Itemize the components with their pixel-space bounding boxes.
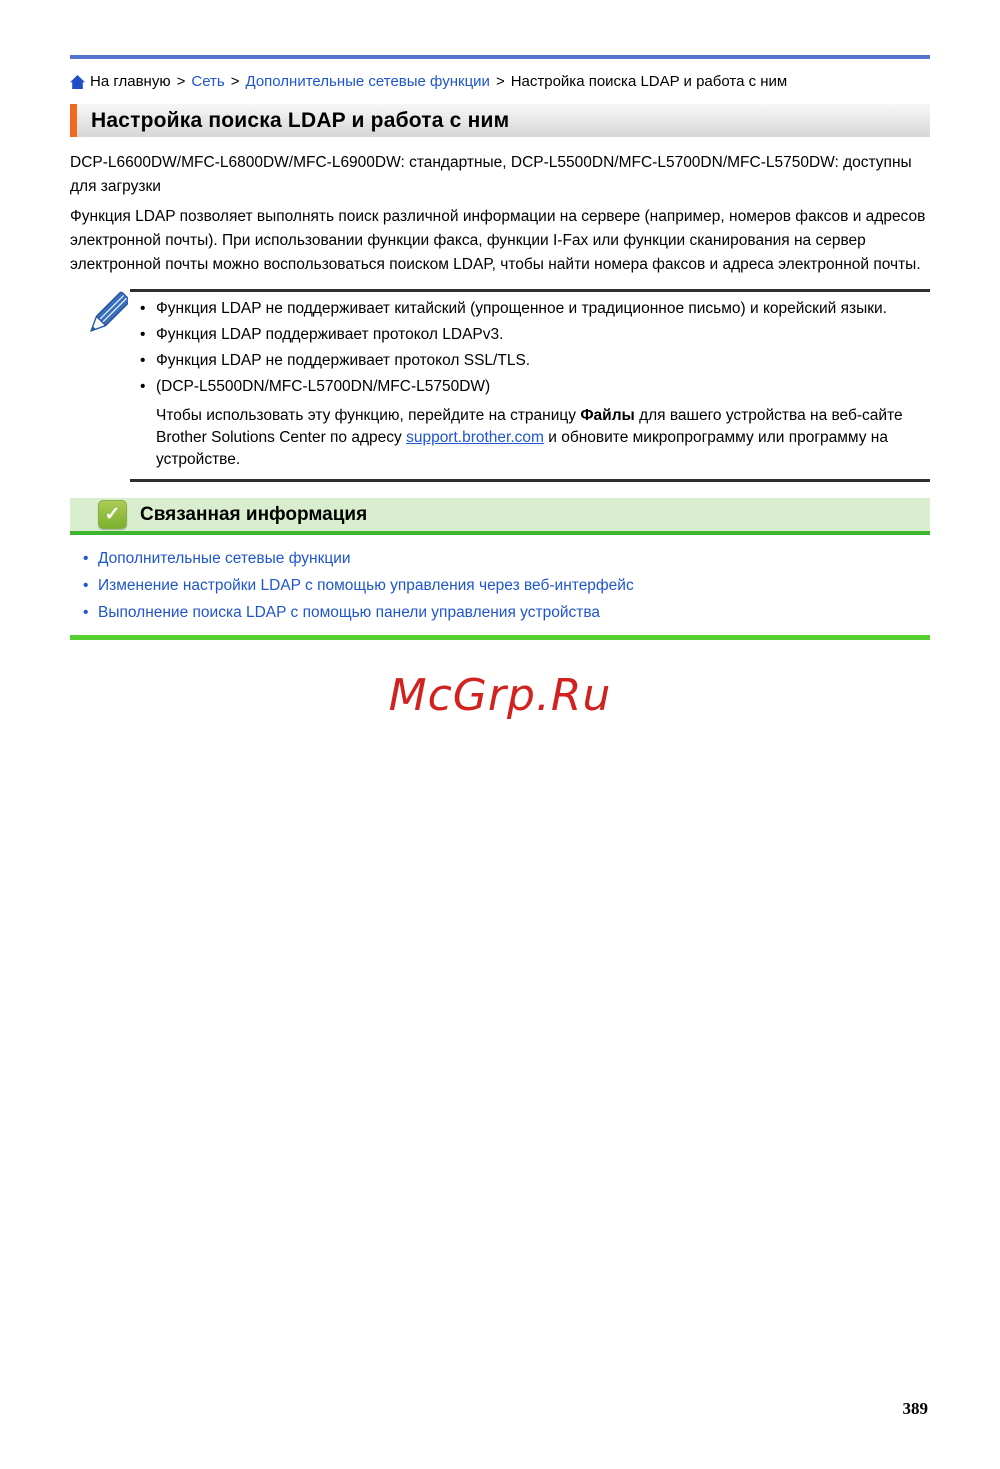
files-page-label: Файлы [580, 407, 635, 424]
ldap-description-text: Функция LDAP позволяет выполнять поиск различной информации на сервере (например, номеров факсов и адресов электронной почты). При использовании функции факса, функции I-Fax или функции сканирования на сервер электронной почты можно воспользоваться поиском LDAP, чтобы найти номера факсов и адреса электронной почты. [70, 208, 926, 273]
list-item [70, 547, 930, 571]
checkmark-icon: ✓ [98, 500, 127, 529]
manual-page [0, 55, 1000, 1469]
section-end-divider [70, 635, 930, 640]
related-info-section [70, 498, 930, 640]
note-item: • Функция LDAP не поддерживает китайский (упрощенное и традиционное письмо) и корейский языки. [130, 298, 930, 320]
related-link-change-ldap-web-management[interactable]: Изменение настройки LDAP с помощью управления через веб-интерфейс [98, 577, 634, 594]
note-list [130, 298, 930, 398]
support-brother-link[interactable]: support.brother.com [406, 429, 544, 446]
breadcrumb [70, 72, 930, 91]
note-body [130, 289, 930, 482]
breadcrumb-separator: > [176, 73, 186, 90]
page-number: 389 [902, 1399, 928, 1418]
breadcrumb-separator: > [230, 73, 240, 90]
list-item [70, 601, 930, 625]
breadcrumb-link-advanced-network-features[interactable]: Дополнительные сетевые функции [245, 73, 490, 90]
supported-models-text: DCP-L6600DW/MFC-L6800DW/MFC-L6900DW: стандартные, DCP-L5500DN/MFC-L5700DN/MFC-L5750DW: доступны для загрузки [70, 154, 912, 195]
note-section [70, 289, 930, 482]
top-divider [70, 55, 930, 59]
breadcrumb-current-page: Настройка поиска LDAP и работа с ним [510, 73, 788, 90]
note-item: • (DCP-L5500DN/MFC-L5700DN/MFC-L5750DW) [130, 376, 930, 398]
breadcrumb-separator: > [495, 73, 505, 90]
note-icon-column [70, 289, 130, 482]
related-link-ldap-search-control-panel[interactable]: Выполнение поиска LDAP с помощью панели управления устройства [98, 604, 601, 621]
note-follow-up-part2: для вашего устройства на веб-сайте Brother Solutions Center по адресу [156, 407, 903, 446]
note-follow-up-part3: и обновите микропрограмму или программу на устройстве. [156, 429, 888, 468]
note-item: • Функция LDAP не поддерживает протокол SSL/TLS. [130, 350, 930, 372]
related-links-list [70, 547, 930, 625]
note-follow-up-part1: Чтобы использовать эту функцию, перейдите на страницу [156, 407, 581, 424]
watermark-text: McGrp.Ru [388, 670, 612, 721]
breadcrumb-home-label: На главную [90, 73, 171, 90]
page-title-bar [70, 104, 930, 137]
breadcrumb-home-link[interactable] [70, 72, 171, 91]
note-item: • Функция LDAP поддерживает протокол LDAPv3. [130, 324, 930, 346]
page-title: Настройка поиска LDAP и работа с ним [91, 108, 510, 132]
breadcrumb-link-network[interactable]: Сеть [191, 73, 225, 90]
related-info-header [70, 498, 930, 535]
home-icon [70, 75, 85, 89]
note-follow-up-text [156, 405, 930, 471]
list-item [70, 574, 930, 598]
related-info-title: Связанная информация [140, 503, 368, 525]
related-link-advanced-network-features[interactable]: Дополнительные сетевые функции [98, 550, 351, 567]
pencil-note-icon [84, 291, 130, 346]
